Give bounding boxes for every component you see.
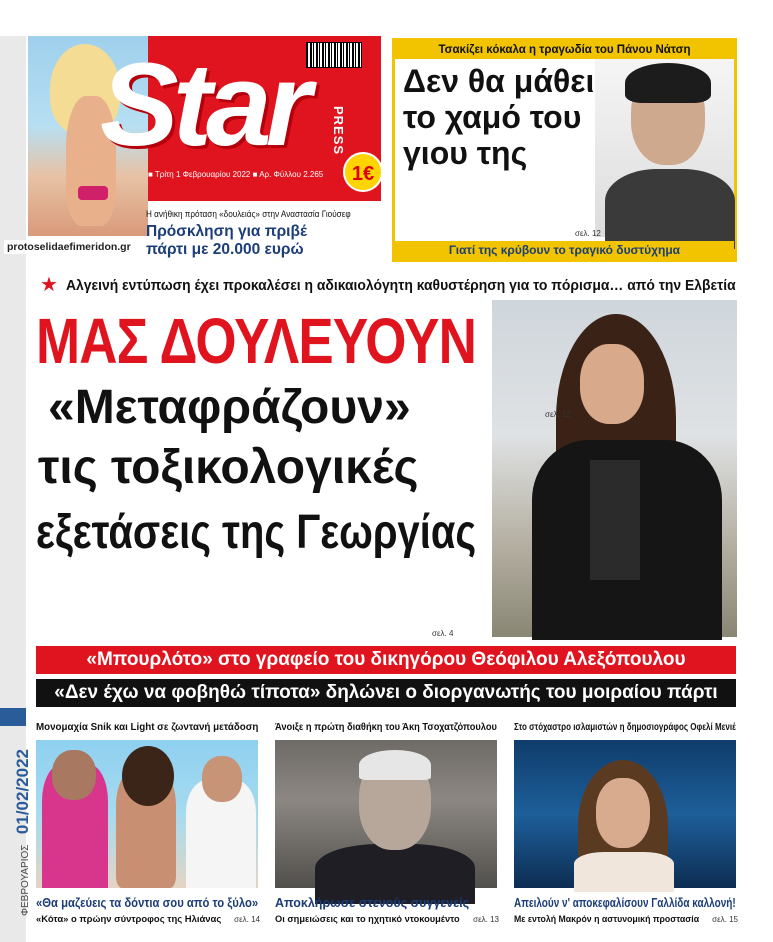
masthead-teaser[interactable] bbox=[146, 204, 351, 256]
column-photo bbox=[36, 740, 258, 888]
main-story-photo bbox=[492, 300, 737, 637]
main-headline-line-3: τις τοξικολογικές bbox=[38, 441, 419, 494]
press-tag: PRESS bbox=[331, 106, 346, 156]
column-headline: Απειλούν ν' αποκεφαλίσουν Γαλλίδα καλλονή! bbox=[514, 896, 736, 910]
main-headline[interactable]: ΜΑΣ ΔΟΥΛΕΥΟΥΝ bbox=[36, 305, 477, 377]
watermark: protoselidaefimeridon.gr bbox=[4, 240, 134, 254]
column-kicker: Άνοιξε η πρώτη διαθήκη του Άκη Τσοχατζόπουλου bbox=[275, 722, 497, 733]
column-subhead: «Κότα» ο πρώην σύντροφος της Ηλιάνας bbox=[36, 914, 222, 925]
date-month: ΦΕΒΡΟΥΑΡΙΟΣ bbox=[20, 844, 31, 916]
column-subhead: Οι σημειώσεις και το ηχητικό ντοκουμέντο bbox=[275, 914, 460, 925]
main-kicker: Αλγεινή εντύπωση έχει προκαλέσει η αδικαιολόγητη καθυστέρηση για το πόρισμα… από την Ελβετία bbox=[66, 277, 736, 294]
top-story-kicker: Τσακίζει κόκαλα η τραγωδία του Πάνου Νάτση bbox=[395, 41, 734, 59]
issue-line: ■ Τρίτη 1 Φεβρουαρίου 2022 ■ Αρ. Φύλλου 2.265 bbox=[148, 170, 324, 179]
column-story-3[interactable] bbox=[514, 722, 736, 937]
teaser-kicker: Η ανήθικη πρόταση «δουλειάς» στην Αναστασία Γιούσεφ bbox=[146, 209, 351, 219]
column-kicker: Στο στόχαστρο ισλαμιστών η δημοσιογράφος Οφελί Μενιέ bbox=[514, 722, 736, 733]
top-story[interactable] bbox=[392, 38, 737, 262]
column-story-2[interactable] bbox=[275, 722, 497, 937]
date-value: 01/02/2022 bbox=[13, 749, 32, 835]
top-story-footer: Γιατί της κρύβουν το τραγικό δυστύχημα bbox=[395, 241, 734, 259]
date-strip bbox=[0, 36, 32, 942]
column-kicker: Μονομαχία Snik και Light σε ζωντανή μετάδοση bbox=[36, 722, 259, 733]
top-story-page-ref: σελ. 12 bbox=[575, 229, 601, 238]
main-story-page-ref: σελ. 4 bbox=[432, 629, 454, 638]
column-photo bbox=[275, 740, 497, 888]
main-headline-line-4: εξετάσεις της Γεωργίας bbox=[36, 506, 477, 559]
top-story-headline: Δεν θα μάθει το χαμό του γιου της bbox=[403, 63, 595, 171]
column-headline: Αποκλήρωσε στενούς συγγενείς bbox=[275, 896, 470, 910]
column-subhead: Με εντολή Μακρόν η αστυνομική προστασία bbox=[514, 914, 700, 925]
black-banner[interactable]: «Δεν έχω να φοβηθώ τίποτα» δηλώνει ο διοργανωτής του μοιραίου πάρτι bbox=[36, 679, 736, 707]
teaser-headline: Πρόσκληση για πριβέ πάρτι με 20.000 ευρώ bbox=[146, 223, 307, 258]
masthead bbox=[28, 36, 381, 261]
main-kicker-row bbox=[40, 275, 740, 297]
star-icon: ★ bbox=[40, 274, 58, 296]
main-photo-page-ref: σελ. 12 bbox=[545, 410, 571, 419]
barcode-icon bbox=[306, 42, 362, 68]
price-badge: 1€ bbox=[343, 152, 383, 192]
column-story-1[interactable] bbox=[36, 722, 258, 937]
top-story-photo bbox=[595, 59, 734, 237]
column-photo bbox=[514, 740, 736, 888]
star-logo: Star bbox=[100, 39, 306, 171]
column-headline: «Θα μαζεύεις τα δόντια σου από το ξύλο» bbox=[36, 896, 259, 910]
red-banner[interactable]: «Μπουρλότο» στο γραφείο του δικηγόρου Θεόφιλου Αλεξόπουλου bbox=[36, 646, 736, 674]
column-page-ref: σελ. 14 bbox=[234, 915, 260, 924]
column-page-ref: σελ. 15 bbox=[712, 915, 738, 924]
main-headline-line-2: «Μεταφράζουν» bbox=[48, 381, 411, 434]
column-page-ref: σελ. 13 bbox=[473, 915, 499, 924]
